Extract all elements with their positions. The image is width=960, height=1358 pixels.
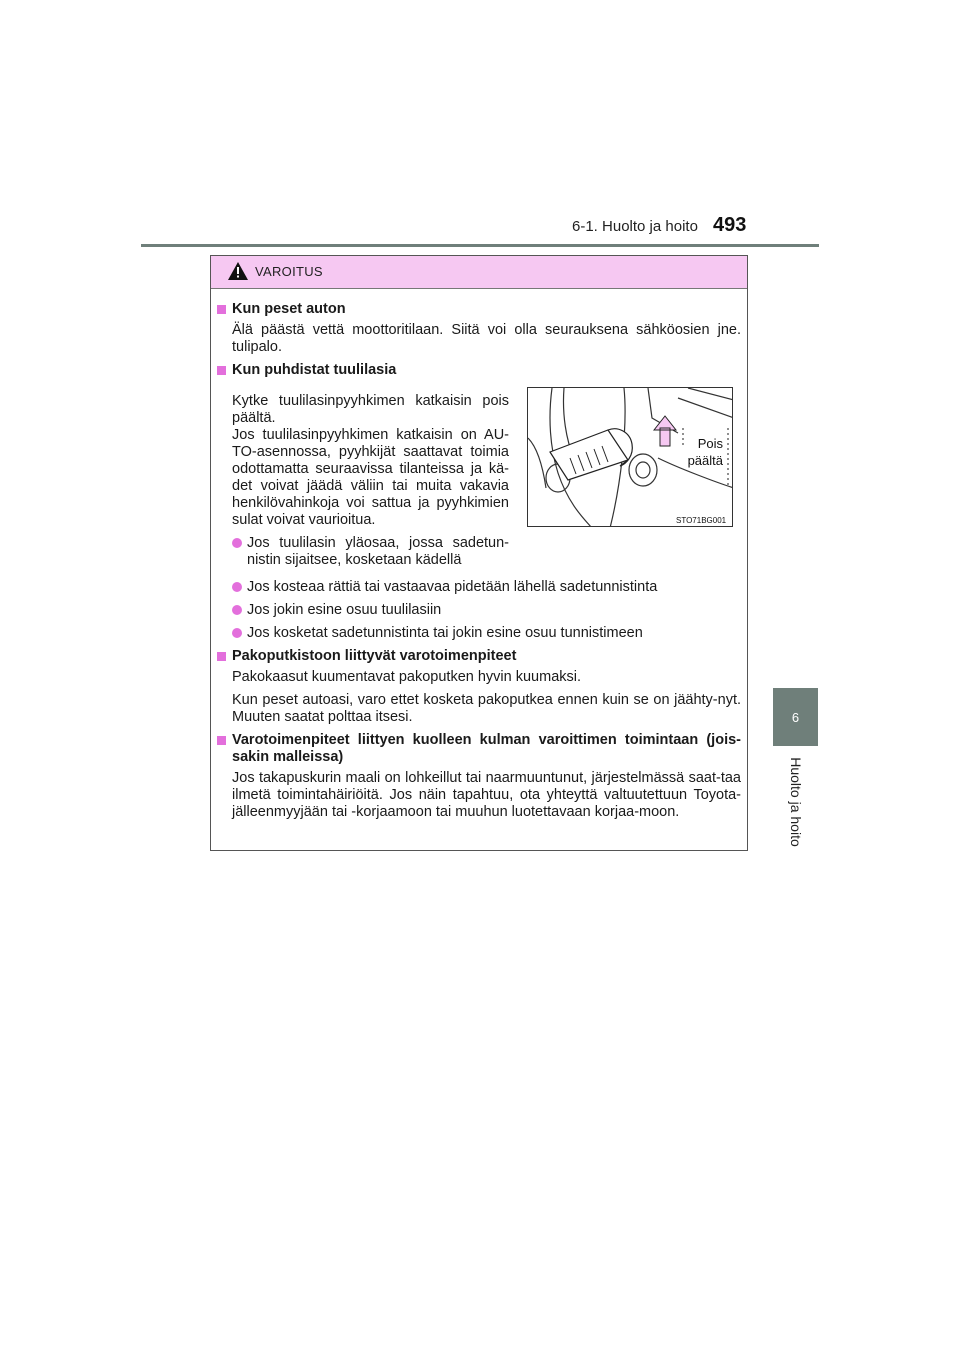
paragraph: Jos tuulilasinpyyhkimen katkaisin on AU-TO-asennossa, pyyhkijät saattavat toimia odottamatta seuraavissa tilanteissa ja kä-det voivat jäädä väliin tai muita vakavia henkilövahinkoja voi sattua ja pyyhkimien sulat voivat vaurioitua.: [232, 427, 509, 528]
chapter-tab[interactable]: 6: [773, 688, 818, 746]
bullet-item: [232, 579, 741, 596]
chapter-tab-label: Huolto ja hoito: [788, 757, 804, 847]
page-header-section: 6-1. Huolto ja hoito: [572, 218, 698, 235]
section-title: [217, 362, 741, 379]
section-title-text: Varotoimenpiteet liittyen kuolleen kulman varoittimen toimintaan (jois-sakin malleissa): [232, 732, 741, 765]
bullet-text: Jos kosketat sadetunnistinta tai jokin esine osuu tunnistimeen: [247, 625, 643, 641]
section-square-icon: [217, 736, 226, 745]
section-title: [217, 648, 741, 665]
paragraph: Kun peset autoasi, varo ettet kosketa pakoputkea ennen kuin se on jäähty-nyt. Muuten saatat polttaa itsesi.: [232, 692, 741, 725]
paragraph: Älä päästä vettä moottoritilaan. Siitä voi olla seurauksena sähköosien jne. tulipalo.: [232, 322, 741, 355]
bullet-item: [232, 602, 741, 619]
paragraph: Kytke tuulilasinpyyhkimen katkaisin pois päältä.: [232, 393, 509, 426]
paragraph: Jos takapuskurin maali on lohkeillut tai naarmuuntunut, järjestelmässä saat-taa ilmetä toimintahäiriöitä. Jos näin tapahtuu, ota yhteyttä valtuutettuun Toyota-jälleenmyyjään tai -korjaamoon tai muuhun luotettavaan korjaa-moon.: [232, 770, 741, 820]
figure-code: STO71BG001: [676, 516, 727, 525]
figure-label-line2: päältä: [687, 453, 723, 468]
bullet-text: Jos kosteaa rättiä tai vastaavaa pidetään lähellä sadetunnistinta: [247, 579, 658, 595]
section-square-icon: [217, 305, 226, 314]
section-title-text: Kun puhdistat tuulilasia: [232, 362, 397, 378]
bullet-dot-icon: [232, 582, 242, 592]
bullet-item: [232, 625, 741, 642]
bullet-item: [232, 535, 509, 569]
bullet-text: Jos tuulilasin yläosaa, jossa sadetun-nistin sijaitsee, kosketaan kädellä: [247, 535, 509, 568]
warning-title: VAROITUS: [255, 264, 323, 279]
section-title: [217, 732, 741, 766]
warning-triangle-icon: [228, 262, 248, 280]
section-square-icon: [217, 366, 226, 375]
wiper-switch-figure: [527, 387, 733, 527]
page-number: 493: [713, 214, 747, 236]
bullet-dot-icon: [232, 605, 242, 615]
section-title-text: Pakoputkistoon liittyvät varotoimenpiteet: [232, 648, 517, 664]
left-column: [217, 383, 509, 575]
section-title-text: Kun peset auton: [232, 301, 346, 317]
header-rule: [141, 244, 819, 247]
text-figure-row: [217, 383, 741, 575]
section-square-icon: [217, 652, 226, 661]
warning-header: [211, 256, 747, 289]
figure-label-line1: Pois: [697, 436, 723, 451]
bullet-dot-icon: [232, 628, 242, 638]
section-title: [217, 301, 741, 318]
bullet-text: Jos jokin esine osuu tuulilasiin: [247, 602, 442, 618]
warning-box: [210, 255, 748, 851]
paragraph: Pakokaasut kuumentavat pakoputken hyvin kuumaksi.: [232, 669, 582, 685]
figure-label: [685, 435, 723, 469]
bullet-dot-icon: [232, 538, 242, 548]
warning-content: [211, 289, 747, 827]
